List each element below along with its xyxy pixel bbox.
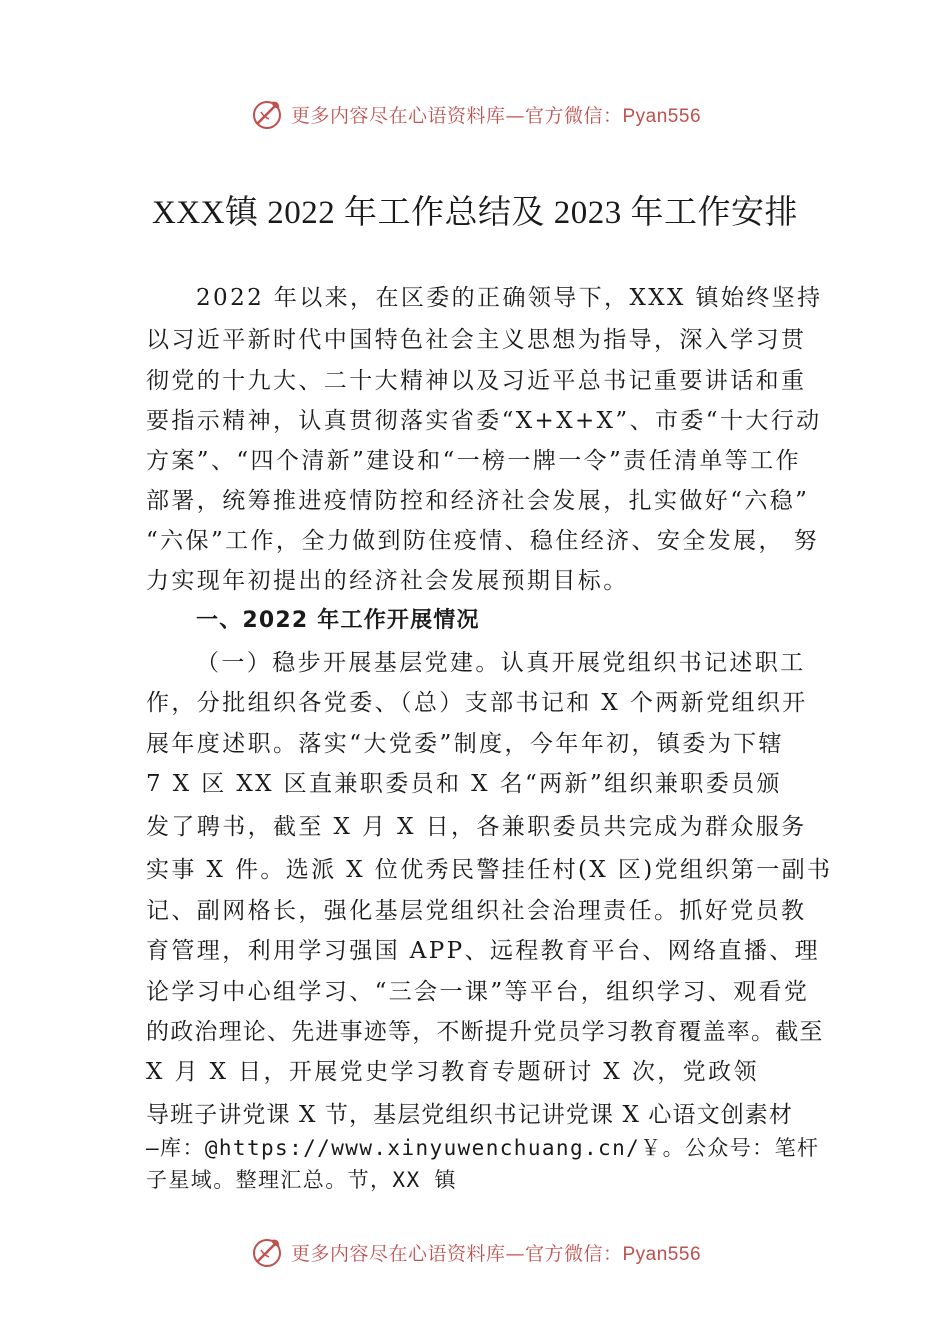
paragraph-line: 发了聘书，截至 X 月 X 日，各兼职委员共完成为群众服务 [146, 814, 807, 840]
watermark-text: 更多内容尽在心语资料库—官方微信：Pyan556 [290, 104, 702, 127]
paragraph-line: 子星域。整理汇总。节，XX 镇 [146, 1168, 457, 1192]
section-heading: 一、2022 年工作开展情况 [196, 608, 480, 633]
paragraph-line: 部署，统筹推进疫情防控和经济社会发展，扎实做好“六稳” [146, 488, 810, 514]
paragraph-line: 记、副网格长，强化基层党组织社会治理责任。抓好党员教 [146, 898, 807, 924]
paragraph-line: 展年度述职。落实“大党委”制度，今年年初，镇委为下辖 [146, 731, 784, 757]
paragraph-line: 实事 X 件。选派 X 位优秀民警挂任村(X 区)党组织第一副书 [146, 857, 833, 883]
paragraph-line: 方案”、“四个清新”建设和“一榜一牌一令”责任清单等工作 [146, 448, 801, 474]
paragraph-line: 要指示精神，认真贯彻落实省委“X+X+X”、市委“十大行动 [146, 408, 822, 434]
watermark-wechat-id: Pyan556 [622, 105, 702, 127]
quill-seal-icon [249, 1234, 285, 1270]
footer-watermark [0, 1232, 950, 1272]
paragraph-line: “六保”工作，全力做到防住疫情、稳住经济、安全发展， 努 [146, 528, 820, 554]
paragraph-line: 的政治理论、先进事迹等，不断提升党员学习教育覆盖率。截至 [146, 1019, 824, 1045]
paragraph-line: X 月 X 日，开展党史学习教育专题研讨 X 次，党政领 [146, 1059, 759, 1085]
paragraph-line: 导班子讲党课 X 节，基层党组织书记讲党课 X 心语文创素材 [146, 1102, 793, 1128]
quill-seal-icon [249, 96, 285, 132]
paragraph-line: 力实现年初提出的经济社会发展预期目标。 [146, 568, 629, 594]
paragraph-line: 7 X 区 XX 区直兼职委员和 X 名“两新”组织兼职委员颁 [146, 771, 782, 797]
watermark-wechat-id: Pyan556 [622, 1243, 702, 1265]
header-watermark [0, 94, 950, 134]
paragraph-line: （一）稳步开展基层党建。认真开展党组织书记述职工 [196, 650, 806, 676]
paragraph-line: 论学习中心组学习、“三会一课”等平台，组织学习、观看党 [146, 979, 810, 1005]
paragraph-line: —库：@https://www.xinyuwenchuang.cn/￥。公众号：笔杆 [146, 1136, 820, 1160]
paragraph-line: 育管理，利用学习强国 APP、远程教育平台、网络直播、理 [146, 938, 821, 964]
paragraph-line: 以习近平新时代中国特色社会主义思想为指导，深入学习贯 [146, 327, 807, 353]
document-title: XXX镇 2022 年工作总结及 2023 年工作安排 [152, 195, 798, 231]
watermark-text: 更多内容尽在心语资料库—官方微信：Pyan556 [290, 1242, 702, 1265]
paragraph-line: 彻党的十九大、二十大精神以及习近平总书记重要讲话和重 [146, 368, 807, 394]
paragraph-line: 作，分批组织各党委、（总）支部书记和 X 个两新党组织开 [146, 690, 808, 716]
paragraph-line: 2022 年以来，在区委的正确领导下，XXX 镇始终坚持 [196, 285, 823, 311]
